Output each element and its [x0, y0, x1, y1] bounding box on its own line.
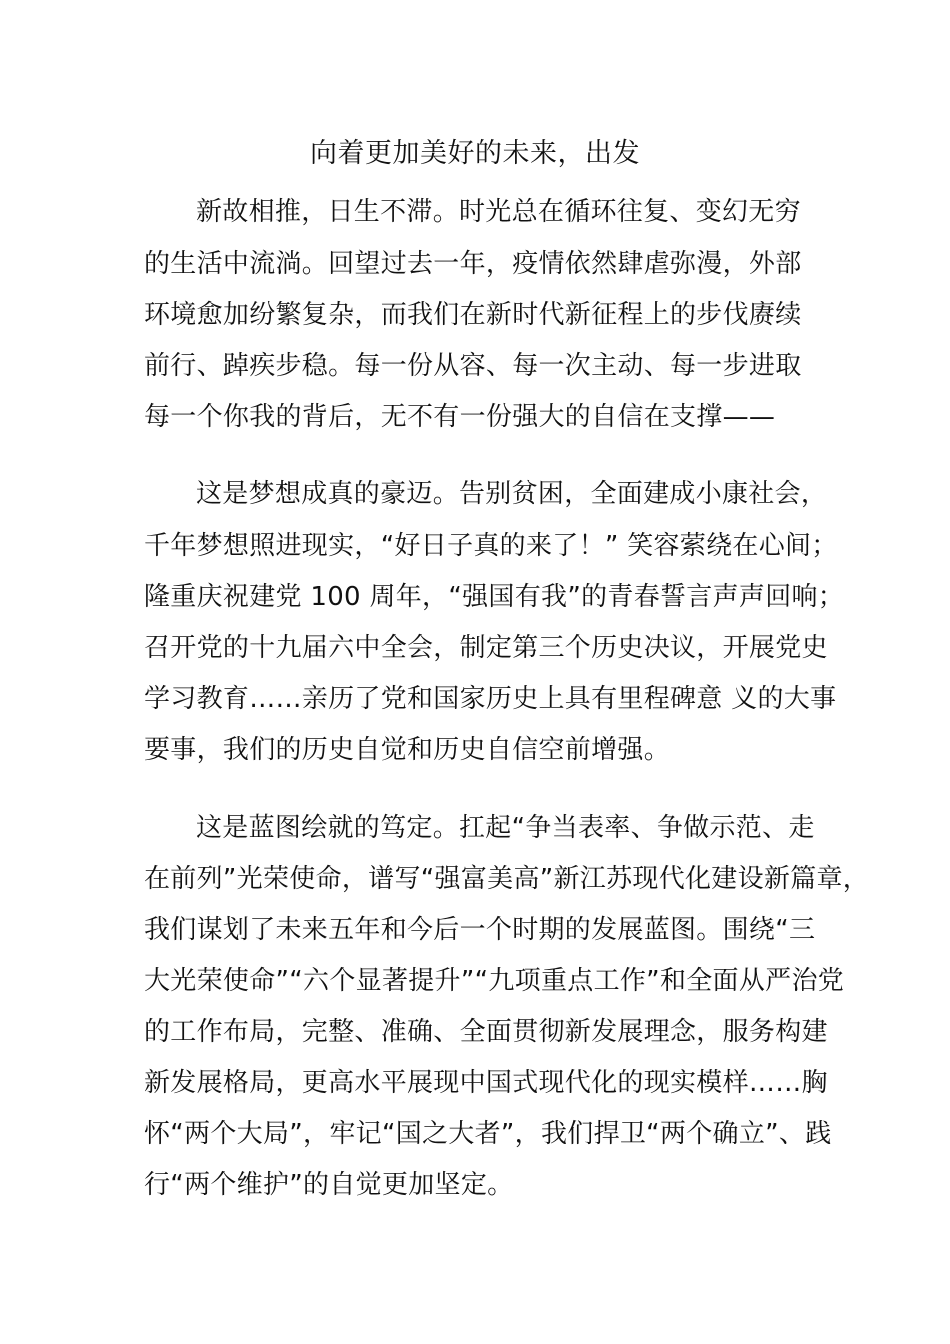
- text-line: 环境愈加纷繁复杂，而我们在新时代新征程上的步伐赓续: [144, 300, 802, 330]
- text-line: 召开党的十九届六中全会，制定第三个历史决议，开展党史: [144, 633, 828, 663]
- text-line: 行“两个维护”的自觉更加坚定。: [144, 1170, 514, 1200]
- text-line: 要事，我们的历史自觉和历史自信空前增强。: [144, 735, 671, 765]
- text-line: 千年梦想照进现实，“好日子真的来了！” 笑容萦绕在心间；: [144, 531, 838, 561]
- text-line: 前行、踔疾步稳。每一份从容、每一次主动、每一步进取: [144, 351, 802, 381]
- text-line: 大光荣使命”“六个显著提升”“九项重点工作”和全面从严治党: [144, 966, 845, 996]
- text-line: 的工作布局，完整、准确、全面贯彻新发展理念，服务构建: [144, 1017, 828, 1047]
- text-line: 新发展格局，更高水平展现中国式现代化的现实模样……胸: [144, 1068, 828, 1098]
- text-line: 在前列”光荣使命，谱写“强富美高”新江苏现代化建设新篇章，: [144, 864, 870, 894]
- text-line: 学习教育……亲历了党和国家历史上具有里程碑意 义的大事: [144, 684, 837, 714]
- text-line: 我们谋划了未来五年和今后一个时期的发展蓝图。围绕“三: [144, 915, 816, 945]
- text-line: 新故相推，日生不滞。时光总在循环往复、变幻无穷: [196, 197, 801, 227]
- page-title: 向着更加美好的未来，出发: [310, 138, 640, 169]
- text-line: 这是梦想成真的豪迈。告别贫困，全面建成小康社会，: [196, 479, 828, 509]
- text-line: 这是蓝图绘就的笃定。扛起“争当表率、争做示范、走: [196, 813, 815, 843]
- text-line: 的生活中流淌。回望过去一年，疫情依然肆虐弥漫，外部: [144, 249, 802, 279]
- text-line: 隆重庆祝建党 100 周年，“强国有我”的青春誓言声声回响；: [144, 582, 845, 612]
- text-line: 每一个你我的背后，无不有一份强大的自信在支撑——: [144, 402, 776, 432]
- text-line: 怀“两个大局”，牢记“国之大者”，我们捍卫“两个确立”、践: [144, 1119, 832, 1149]
